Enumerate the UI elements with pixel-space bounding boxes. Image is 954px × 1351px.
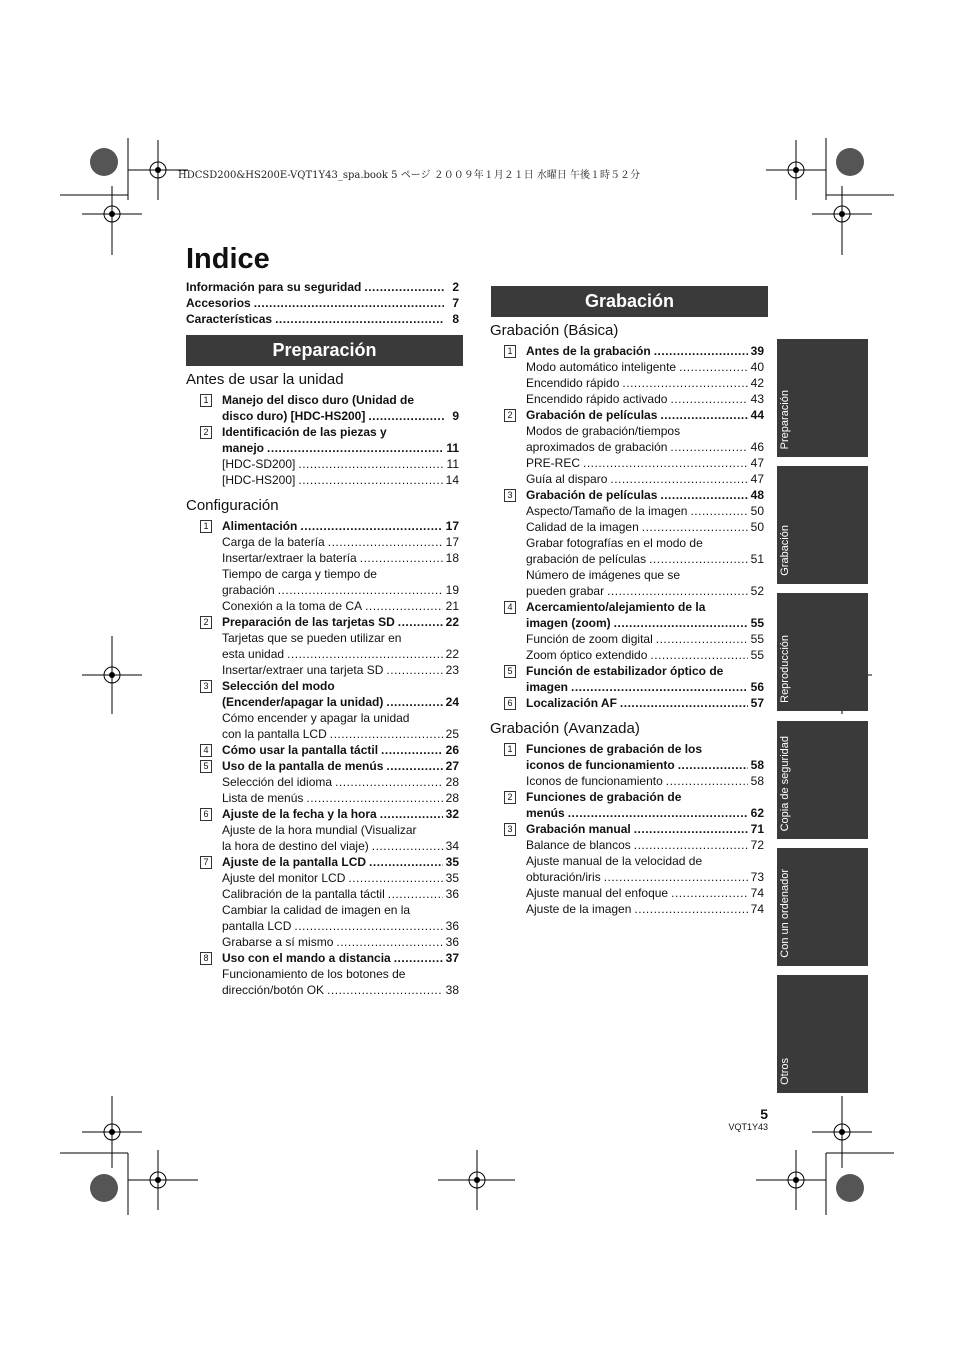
toc-item[interactable]: Preparación de las tarjetas SD ..... 22 — [222, 614, 459, 630]
toc-item[interactable]: grabación de películas ..... 51 — [526, 551, 764, 567]
print-header: HDCSD200&HS200E-VQT1Y43_spa.book 5 ページ ２００９年１月２１日 水曜日 午後１時５２分 — [178, 170, 641, 181]
entry-number: 2 — [504, 791, 516, 804]
toc-item[interactable]: obturación/iris ..... 73 — [526, 869, 764, 885]
toc-item[interactable]: Función de zoom digital ..... 55 — [526, 631, 764, 647]
toc-entry: 2 Funciones de grabación de menús ..... 62 — [490, 789, 764, 821]
toc-item[interactable]: iconos de funcionamiento ..... 58 — [526, 757, 764, 773]
subheading-config: Configuración — [186, 497, 279, 514]
toc-item[interactable]: disco duro) [HDC-HS200] ..... 9 — [222, 408, 459, 424]
entry-number: 2 — [504, 409, 516, 422]
toc-item[interactable]: Grabación de películas ..... 44 — [526, 407, 764, 423]
toc-item[interactable]: Ajuste de la fecha y la hora ..... 32 — [222, 806, 459, 822]
section-banner-preparacion: Preparación — [186, 335, 463, 366]
side-tab-reproduccion[interactable]: Reproducción — [777, 593, 868, 711]
toc-entry — [186, 758, 459, 806]
toc-item[interactable]: Uso con el mando a distancia ..... 37 — [222, 950, 459, 966]
toc-item[interactable]: Modo automático inteligente ..... 40 — [526, 359, 764, 375]
toc-entry: 1 Funciones de grabación de los iconos de funcionamiento ..... 58 Iconos de funcionamiento ..... 58 — [490, 741, 764, 789]
side-tab-ordenador[interactable]: Con un ordenador — [777, 848, 868, 966]
entry-number: 5 — [504, 665, 516, 678]
toc-item[interactable]: Carga de la batería ..... 17 — [222, 534, 459, 550]
toc-item[interactable]: imagen (zoom) ..... 55 — [526, 615, 764, 631]
toc-entry: 1 Alimentación ..... 17 Carga de la batería ..... 17 Insertar/extraer la batería ..... 18 Tiempo de carga y tiempo de grabación ..... 19 Conexión a la toma de CA ..... 21 — [186, 518, 459, 614]
toc-item[interactable]: esta unidad ..... 22 — [222, 646, 459, 662]
toc-item[interactable]: Localización AF ..... 57 — [526, 695, 764, 711]
entry-number: 5 — [200, 760, 212, 773]
toc-item[interactable]: con la pantalla LCD ..... 25 — [222, 726, 459, 742]
page-number: 5 — [760, 1106, 768, 1122]
entry-number: 1 — [504, 743, 516, 756]
entry-number: 8 — [200, 952, 212, 965]
toc-item[interactable]: Ajuste manual del enfoque ..... 74 — [526, 885, 764, 901]
toc-item[interactable]: Calidad de la imagen ..... 50 — [526, 519, 764, 535]
entry-number: 4 — [504, 601, 516, 614]
entry-number: 1 — [200, 394, 212, 407]
entry-number: 1 — [200, 520, 212, 533]
toc-entry: 3 Grabación de películas ..... 48 Aspecto/Tamaño de la imagen ..... 50 Calidad de la imagen ..... 50 Grabar fotografías en el modo de grabación de películas ..... 51 Número de imágenes que se pueden grabar ..... 52 — [490, 487, 764, 599]
toc-item[interactable]: Encendido rápido activado ..... 43 — [526, 391, 764, 407]
toc-item[interactable]: Uso de la pantalla de menús ..... 27 — [222, 758, 459, 774]
toc-item[interactable]: menús ..... 62 — [526, 805, 764, 821]
toc-entry — [186, 742, 459, 758]
toc-item[interactable]: dirección/botón OK ..... 38 — [222, 982, 459, 998]
toc-entry: 7 Ajuste de la pantalla LCD ..... 35 Ajuste del monitor LCD ..... 35 Calibración de la pantalla táctil ..... 36 Cambiar la calidad de imagen en la pantalla LCD ..... 36 Grabarse a sí mismo ..... 36 — [186, 854, 459, 950]
subheading-basica: Grabación (Básica) — [490, 322, 619, 339]
entry-number: 2 — [200, 616, 212, 629]
side-tab-preparacion[interactable]: Preparación — [777, 339, 868, 457]
toc-entry: 2 Preparación de las tarjetas SD ..... 22 Tarjetas que se pueden utilizar en esta unidad ..... 22 Insertar/extraer una tarjeta SD ..... 23 — [186, 614, 459, 678]
toc-item[interactable]: [HDC-SD200] ..... 11 — [222, 456, 459, 472]
toc-item[interactable]: pueden grabar ..... 52 — [526, 583, 764, 599]
toc-entry: 3 Grabación manual ..... 71 Balance de blancos ..... 72 Ajuste manual de la velocidad de obturación/iris ..... 73 Ajuste manual del enfoque ..... 74 Ajuste de la imagen ..... 74 — [490, 821, 764, 917]
toc-item[interactable]: pantalla LCD ..... 36 — [222, 918, 459, 934]
toc-item[interactable]: Grabarse a sí mismo ..... 36 — [222, 934, 459, 950]
toc-item[interactable]: aproximados de grabación ..... 46 — [526, 439, 764, 455]
side-tab-grabacion[interactable]: Grabación — [777, 466, 868, 584]
toc-entry: 6 Ajuste de la fecha y la hora ..... 32 Ajuste de la hora mundial (Visualizar la hora de destino del viaje) ..... 34 — [186, 806, 459, 854]
toc-item[interactable]: Grabación de películas ..... 48 — [526, 487, 764, 503]
entry-number: 1 — [504, 345, 516, 358]
entry-number: 2 — [200, 426, 212, 439]
toc-entry: 4 Acercamiento/alejamiento de la imagen (zoom) ..... 55 Función de zoom digital ..... 55 Zoom óptico extendido ..... 55 — [490, 599, 764, 663]
toc-item[interactable]: Iconos de funcionamiento ..... 58 — [526, 773, 764, 789]
toc-item[interactable]: Ajuste de la pantalla LCD ..... 35 — [222, 854, 459, 870]
side-tab-otros[interactable]: Otros — [777, 975, 868, 1093]
entry-number: 3 — [504, 823, 516, 836]
toc-item[interactable]: Guía al disparo ..... 47 — [526, 471, 764, 487]
toc-item[interactable]: Zoom óptico extendido ..... 55 — [526, 647, 764, 663]
toc-item[interactable]: [HDC-HS200] ..... 14 — [222, 472, 459, 488]
toc-item[interactable]: Accesorios ..... 7 — [186, 295, 459, 311]
toc-entry: 2 Grabación de películas ..... 44 Modos de grabación/tiempos aproximados de grabación ..... 46 PRE-REC ..... 47 Guía al disparo ..... 47 — [490, 407, 764, 487]
entry-number: 3 — [200, 680, 212, 693]
page-title: Indice — [186, 243, 270, 275]
section-banner-grabacion: Grabación — [491, 286, 768, 317]
toc-item[interactable]: Características ..... 8 — [186, 311, 459, 327]
toc-entry: 5 Función de estabilizador óptico de imagen ..... 56 — [490, 663, 764, 695]
toc-entry — [490, 343, 764, 407]
toc-item[interactable]: Encendido rápido ..... 42 — [526, 375, 764, 391]
toc-item[interactable]: Balance de blancos ..... 72 — [526, 837, 764, 853]
toc-item[interactable]: Cómo usar la pantalla táctil ..... 26 — [222, 742, 459, 758]
toc-item[interactable]: manejo ..... 11 — [222, 440, 459, 456]
left-column — [186, 370, 459, 998]
toc-item[interactable]: Insertar/extraer la batería ..... 18 — [222, 550, 459, 566]
entry-number: 6 — [200, 808, 212, 821]
toc-item[interactable]: (Encender/apagar la unidad) ..... 24 — [222, 694, 459, 710]
side-tab-copia[interactable]: Copia de seguridad — [777, 721, 868, 839]
toc-entry: 1 Manejo del disco duro (Unidad de disco duro) [HDC-HS200] ..... 9 — [186, 392, 459, 424]
toc-item[interactable]: grabación ..... 19 — [222, 582, 459, 598]
toc-item[interactable]: Selección del idioma ..... 28 — [222, 774, 459, 790]
toc-entry — [490, 695, 764, 711]
toc-item[interactable]: Aspecto/Tamaño de la imagen ..... 50 — [526, 503, 764, 519]
toc-item[interactable]: la hora de destino del viaje) ..... 34 — [222, 838, 459, 854]
toc-item[interactable]: PRE-REC ..... 47 — [526, 455, 764, 471]
toc-item[interactable]: imagen ..... 56 — [526, 679, 764, 695]
toc-entry: 3 Selección del modo (Encender/apagar la unidad) ..... 24 Cómo encender y apagar la unidad con la pantalla LCD ..... 25 — [186, 678, 459, 742]
toc-item[interactable]: Grabación manual ..... 71 — [526, 821, 764, 837]
toc-item[interactable]: Conexión a la toma de CA ..... 21 — [222, 598, 459, 614]
toc-item[interactable]: Alimentación ..... 17 — [222, 518, 459, 534]
toc-item[interactable]: Ajuste de la imagen ..... 74 — [526, 901, 764, 917]
toc-entry: 2 Identificación de las piezas y manejo ..... 11 [HDC-SD200] ..... 11 [HDC-HS200] ..... 14 — [186, 424, 459, 488]
toc-item[interactable]: Calibración de la pantalla táctil ..... 36 — [222, 886, 459, 902]
toc-item[interactable]: Insertar/extraer una tarjeta SD ..... 23 — [222, 662, 459, 678]
subheading-avanzada: Grabación (Avanzada) — [490, 720, 640, 737]
toc-item[interactable]: Lista de menús ..... 28 — [222, 790, 459, 806]
entry-number: 6 — [504, 697, 516, 710]
entry-number: 3 — [504, 489, 516, 502]
toc-item[interactable]: Antes de la grabación ..... 39 — [526, 343, 764, 359]
right-column — [490, 321, 764, 917]
toc-item[interactable]: Ajuste del monitor LCD ..... 35 — [222, 870, 459, 886]
entry-number: 7 — [200, 856, 212, 869]
subheading-antes: Antes de usar la unidad — [186, 371, 344, 388]
page-code: VQT1Y43 — [728, 1122, 768, 1132]
top-toc — [186, 279, 459, 327]
toc-entry: 8 Uso con el mando a distancia ..... 37 Funcionamiento de los botones de dirección/botón OK ..... 38 — [186, 950, 459, 998]
toc-item[interactable]: Información para su seguridad ..... 2 — [186, 279, 459, 295]
entry-number: 4 — [200, 744, 212, 757]
